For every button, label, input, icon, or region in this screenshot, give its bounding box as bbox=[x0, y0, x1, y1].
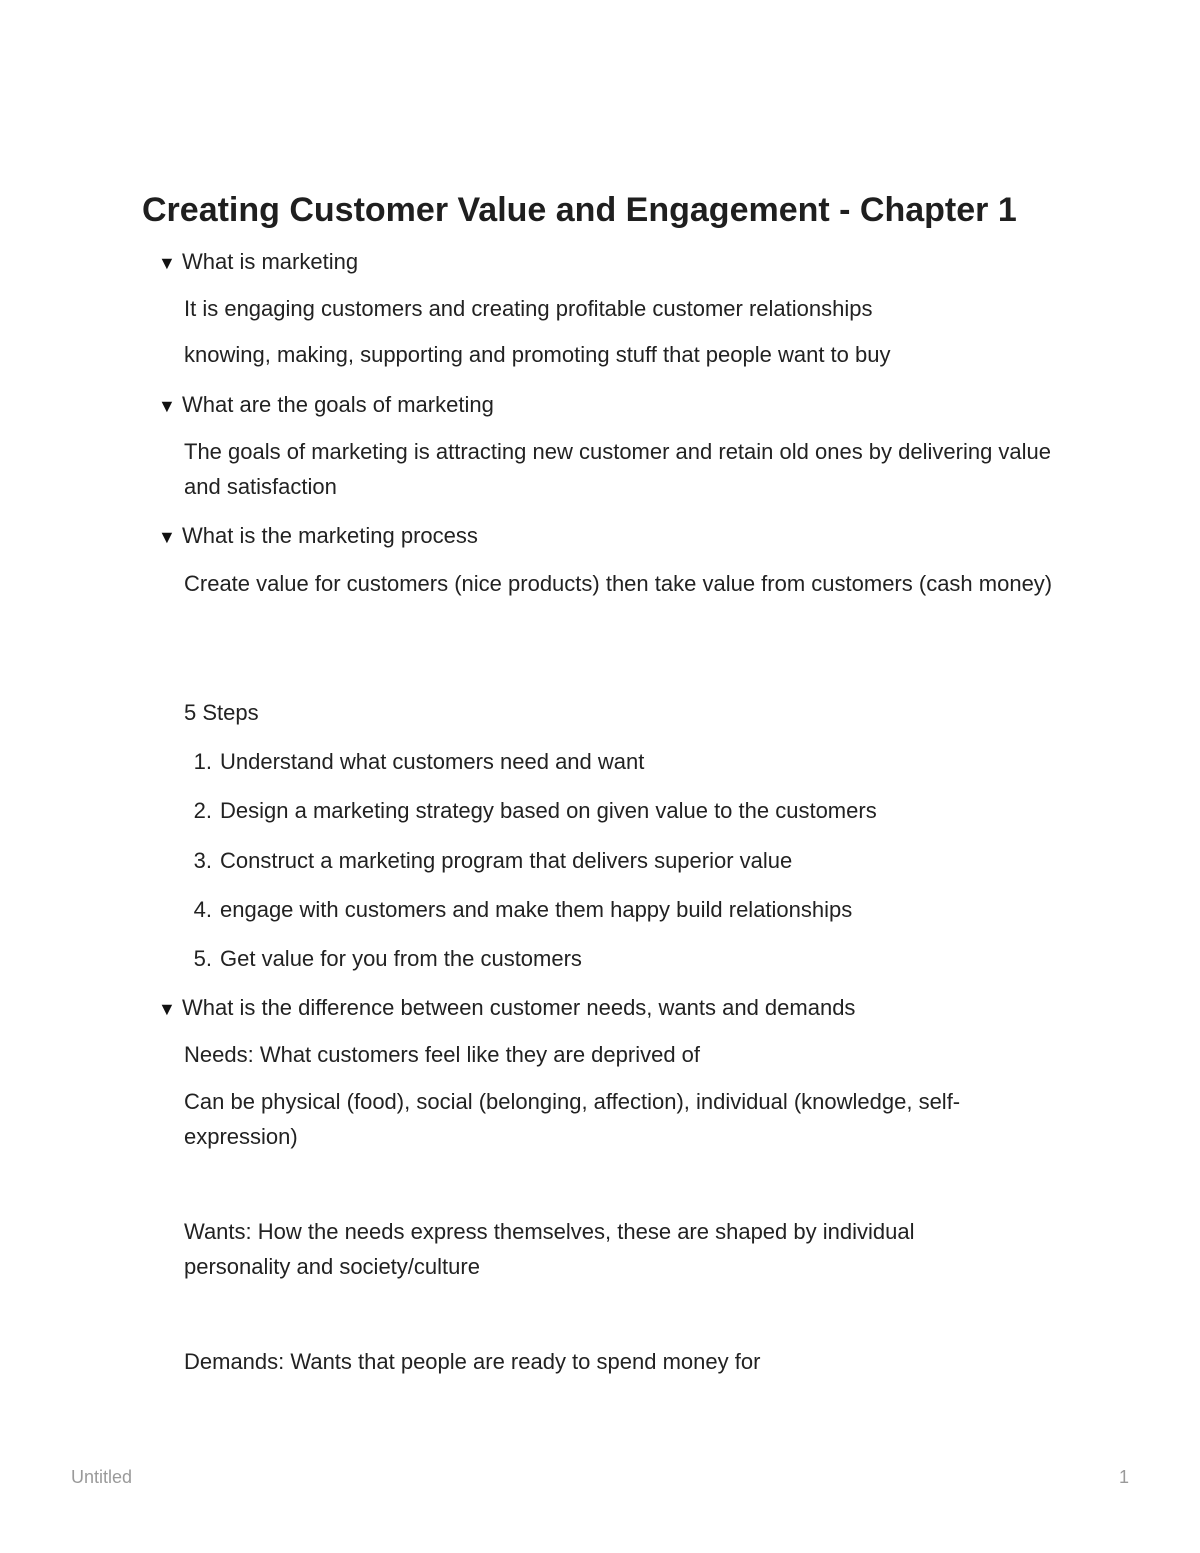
triangle-down-icon[interactable]: ▼ bbox=[158, 253, 176, 273]
list-item-text: Get value for you from the customers bbox=[220, 946, 582, 971]
list-number: 5. bbox=[193, 946, 212, 971]
footer-document-name: Untitled bbox=[71, 1467, 133, 1487]
list-item bbox=[184, 793, 877, 828]
list-item-text: Construct a marketing program that delivers superior value bbox=[220, 848, 793, 873]
triangle-down-icon[interactable]: ▼ bbox=[158, 999, 176, 1019]
paragraph: Wants: How the needs express themselves, these are shaped by individual personality and society/culture bbox=[184, 1219, 915, 1279]
list-item bbox=[184, 892, 852, 927]
list-item-text: Design a marketing strategy based on given value to the customers bbox=[220, 798, 877, 823]
footer-page-number: 1 bbox=[1118, 1467, 1129, 1487]
paragraph: It is engaging customers and creating profitable customer relationships bbox=[184, 296, 873, 321]
list-number: 1. bbox=[193, 749, 212, 774]
paragraph: Create value for customers (nice products) then take value from customers (cash money) bbox=[184, 571, 1053, 596]
list-item bbox=[184, 843, 792, 878]
toggle-what-is-marketing[interactable] bbox=[158, 244, 358, 281]
toggle-goals-of-marketing[interactable] bbox=[158, 387, 494, 424]
list-item-text: Understand what customers need and want bbox=[220, 749, 645, 774]
toggle-heading: What is the marketing process bbox=[182, 523, 478, 548]
paragraph: 5 Steps bbox=[184, 700, 259, 725]
paragraph: Needs: What customers feel like they are deprived of bbox=[184, 1042, 701, 1067]
list-number: 2. bbox=[193, 798, 212, 823]
list-item bbox=[184, 941, 582, 976]
list-item bbox=[184, 744, 644, 779]
list-item-text: engage with customers and make them happy build relationships bbox=[220, 897, 853, 922]
list-number: 3. bbox=[193, 848, 212, 873]
paragraph: Can be physical (food), social (belonging, affection), individual (knowledge, self-expression) bbox=[184, 1089, 961, 1149]
toggle-marketing-process[interactable] bbox=[158, 518, 478, 555]
paragraph: knowing, making, supporting and promoting stuff that people want to buy bbox=[184, 342, 891, 367]
paragraph: Demands: Wants that people are ready to spend money for bbox=[184, 1349, 761, 1374]
toggle-heading: What is marketing bbox=[182, 249, 359, 274]
page-title: Creating Customer Value and Engagement - Chapter 1 bbox=[142, 191, 1017, 229]
toggle-needs-wants-demands[interactable] bbox=[158, 990, 855, 1027]
toggle-heading: What are the goals of marketing bbox=[182, 392, 494, 417]
toggle-heading: What is the difference between customer needs, wants and demands bbox=[182, 995, 856, 1020]
list-number: 4. bbox=[193, 897, 212, 922]
paragraph: The goals of marketing is attracting new customer and retain old ones by delivering value and satisfaction bbox=[184, 439, 1052, 499]
triangle-down-icon[interactable]: ▼ bbox=[158, 396, 176, 416]
triangle-down-icon[interactable]: ▼ bbox=[158, 527, 176, 547]
